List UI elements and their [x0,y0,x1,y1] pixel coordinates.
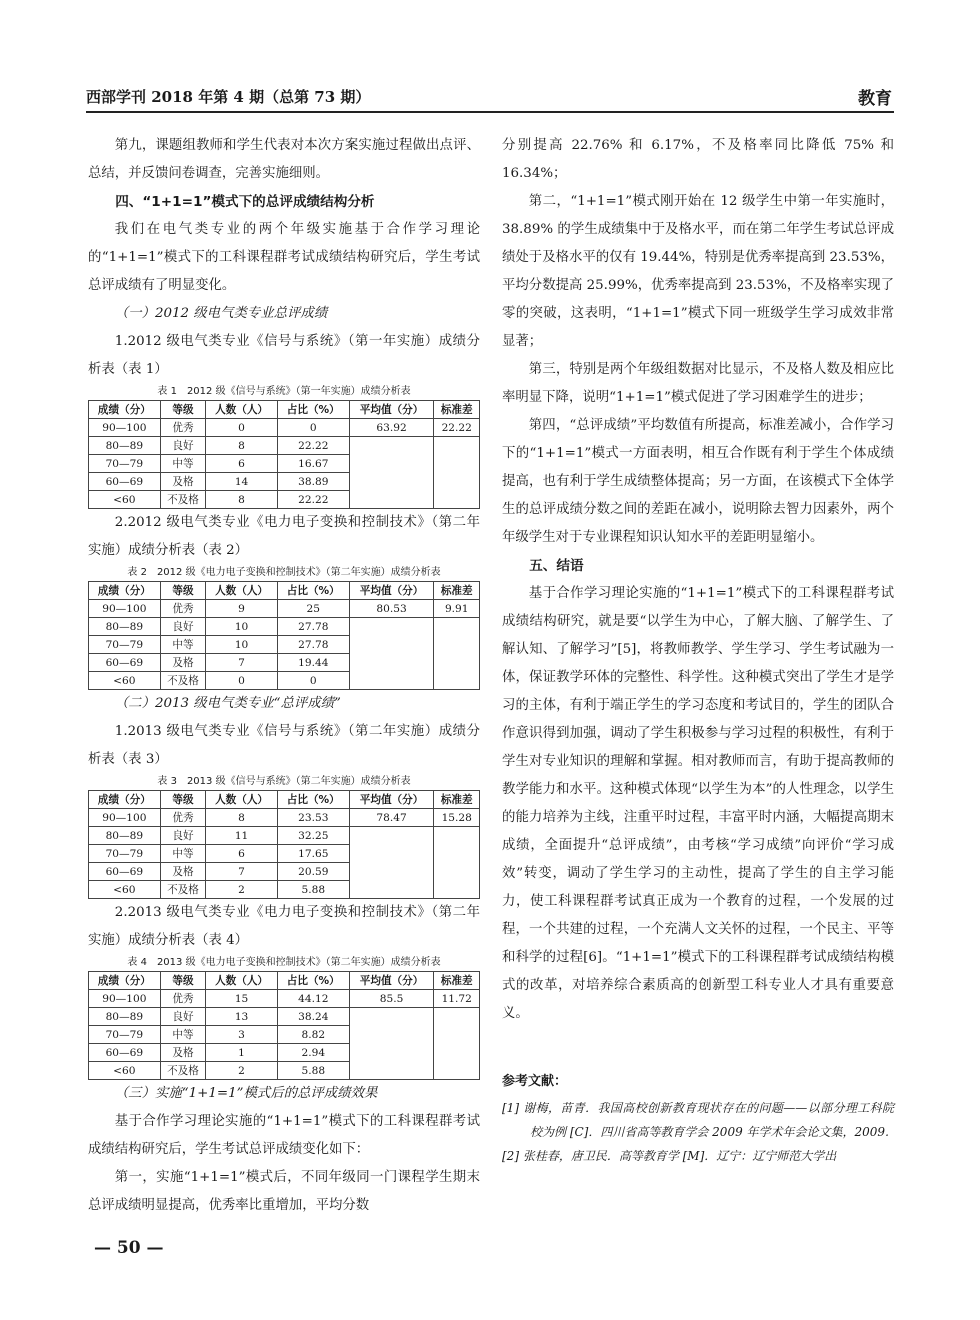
table-cell: 15 [206,990,278,1008]
table-cell: 中等 [160,636,206,654]
table-caption: 表 3 2013 级《信号与系统》（第二年实施）成绩分析表 [157,776,411,787]
table-cell-empty [434,437,480,509]
table-cell: 19.44 [277,654,349,672]
section-heading: 四、“1+1=1”模式下的总评成绩结构分析 [115,194,375,210]
section-label: 教育 [858,89,892,109]
table-cell-empty [434,618,480,690]
table-cell: 优秀 [160,809,206,827]
table-header-cell: 等级 [160,401,206,419]
table-cell: <60 [89,672,161,690]
table-row [89,618,480,636]
table-cell: 70—79 [89,1026,161,1044]
table-cell: 90—100 [89,990,161,1008]
table-cell: 85.5 [349,990,434,1008]
paragraph: 2.2013 级电气类专业《电力电子变换和控制技术》（第二年实施）成绩分析表（表 4） [88,905,480,948]
table-cell: 60—69 [89,863,161,881]
table-cell: 中等 [160,455,206,473]
table-header-cell: 平均值（分） [349,582,434,600]
table-cell: 38.89 [277,473,349,491]
table-cell: 80—89 [89,437,161,455]
table-cell: 不及格 [160,1062,206,1080]
table-header-cell: 成绩（分） [89,401,161,419]
subsection-heading: （二）2013 级电气类专业“总评成绩” [114,696,341,711]
table-cell: 2 [206,881,278,899]
paragraph: 第一，实施“1+1=1”模式后，不同年级同一门课程学生期末总评成绩明显提高，优秀率比重增加，平均分数 [88,1170,480,1213]
table-cell: 11 [206,827,278,845]
table-cell: 0 [206,419,278,437]
table-cell: <60 [89,1062,161,1080]
table-cell: 1 [206,1044,278,1062]
table-cell: 良好 [160,618,206,636]
table-cell: 2 [206,1062,278,1080]
table-caption: 表 4 2013 级《电力电子变换和控制技术》（第二年实施）成绩分析表 [127,957,441,968]
table-cell: 8 [206,809,278,827]
table-header-cell: 占比（%） [277,401,349,419]
table-cell: 25 [277,600,349,618]
table-cell: 17.65 [277,845,349,863]
table-header-cell: 平均值（分） [349,972,434,990]
score-table [88,581,480,690]
table-header-cell: 占比（%） [277,791,349,809]
paragraph: 基于合作学习理论实施的“1+1=1”模式下的工科课程群考试成绩结构研究，就是要“以学生为中心，了解大脑、了解学生、了解认知、了解学习”[5]，将教师教学、学生学习、学生考试融为一体，保证教学环体的完整性、科学性。这种模式突出了学生才是学习的主体，有利于端正学生的学习态度和考试目的，学生的团队合作意识得到加强，调动了学生积极参与学习过程的积极性，有利于学生对专业知识的理解和掌握。相对教师而言，有助于提高教师的教学能力和水平。这种模式体现“以学生为本”的人性理念，以学生的能力培养为主线，注重平时过程，丰富平时内涵，大幅提高期末成绩，全面提升“总评成绩”，由考核“学习成绩”向评价“学习成效”转变，调动了学生学习的主动性，提高了学生的自主学习能力，使工科课程群考试真正成为一个教育的过程，一个发展的过程，一个共建的过程，一个充满人文关怀的过程，一个民主、平等和科学的过程[6]。“1+1=1”模式下的工科课程群考试成绩结构模式的改革，对培养综合素质高的创新型工科专业人才具有重要意义。 [502,586,894,1021]
paragraph: 第九，课题组教师和学生代表对本次方案实施过程做出点评、总结，并反馈问卷调查，完善实施细则。 [88,138,480,181]
table-header-row [89,791,480,809]
table-header-cell: 平均值（分） [349,401,434,419]
table-cell: 23.53 [277,809,349,827]
table-cell: 90—100 [89,809,161,827]
table-cell: 22.22 [277,491,349,509]
table-cell: 78.47 [349,809,434,827]
subsection-heading: （一）2012 级电气类专业总评成绩 [114,306,328,321]
table-header-cell: 占比（%） [277,972,349,990]
table-cell: 优秀 [160,990,206,1008]
table-cell: 70—79 [89,636,161,654]
table-cell: 20.59 [277,863,349,881]
paragraph: 2.2012 级电气类专业《电力电子变换和控制技术》（第二年实施）成绩分析表（表 2） [88,515,480,558]
subsection-heading: （三）实施“1+1=1”模式后的总评成绩效果 [114,1086,378,1101]
table-cell-empty [349,437,434,509]
table-header-cell: 人数（人） [206,791,278,809]
paragraph: 分别提高 22.76% 和 6.17%，不及格率同比降低 75% 和 16.34%； [502,138,894,181]
table-header-cell: 成绩（分） [89,582,161,600]
table-cell: 优秀 [160,419,206,437]
table-cell: 5.88 [277,1062,349,1080]
table-cell: 8 [206,491,278,509]
table-cell: 6 [206,845,278,863]
table-header-row [89,582,480,600]
paragraph: 第四，“总评成绩”平均数值有所提高，标准差减小，合作学习下的“1+1=1”模式一方面表明，相互合作既有利于学生个体成绩提高，也有利于学生成绩整体提高；另一方面，在该模式下全体学生的总评成绩分数之间的差距在减小，说明除去智力因素外，两个年级学生对于专业课程知识认知水平的差距明显缩小。 [502,418,894,545]
table-cell: <60 [89,881,161,899]
table-cell: 16.67 [277,455,349,473]
table-header-cell: 标准差 [434,791,480,809]
table-row [89,437,480,455]
table-cell: 中等 [160,845,206,863]
table-cell: 14 [206,473,278,491]
table-cell: 7 [206,863,278,881]
paragraph: 1.2013 级电气类专业《信号与系统》（第二年实施）成绩分析表（表 3） [88,724,480,767]
table-header-cell: 人数（人） [206,972,278,990]
table-cell: 27.78 [277,618,349,636]
table-cell: 7 [206,654,278,672]
table-cell-empty [349,827,434,899]
table-cell: 38.24 [277,1008,349,1026]
table-header-cell: 成绩（分） [89,791,161,809]
table-cell: 10 [206,636,278,654]
table-cell: 良好 [160,437,206,455]
score-table [88,790,480,899]
table-cell: 良好 [160,827,206,845]
table-cell: 70—79 [89,845,161,863]
page-number: — 50 — [94,1238,164,1258]
table-cell: 良好 [160,1008,206,1026]
journal-title: 西部学刊 2018 年第 4 期（总第 73 期） [86,88,371,106]
header-rule [86,111,894,113]
table-header-cell: 平均值（分） [349,791,434,809]
table-cell-empty [349,1008,434,1080]
references-heading: 参考文献： [502,1074,568,1089]
table-cell: 优秀 [160,600,206,618]
paragraph: 基于合作学习理论实施的“1+1=1”模式下的工科课程群考试成绩结构研究后，学生考试总评成绩变化如下： [88,1114,480,1157]
table-cell: 80.53 [349,600,434,618]
left-column [88,132,480,1220]
table-cell: <60 [89,491,161,509]
table-caption: 表 2 2012 级《电力电子变换和控制技术》（第二年实施）成绩分析表 [127,567,441,578]
table-cell: 70—79 [89,455,161,473]
table-cell: 及格 [160,1044,206,1062]
table-cell: 60—69 [89,654,161,672]
table-cell: 90—100 [89,419,161,437]
table-header-cell: 占比（%） [277,582,349,600]
table-row [89,419,480,437]
table-header-cell: 等级 [160,582,206,600]
table-cell: 不及格 [160,491,206,509]
table-cell: 11.72 [434,990,480,1008]
paragraph: 第二，“1+1=1”模式刚开始在 12 级学生中第一年实施时，38.89% 的学生成绩集中于及格水平，而在第二年学生考试总评成绩处于及格水平的仅有 19.44%，特别是优秀率提高到 23.53%，平均分数提高 25.99%，优秀率提高到 23.53%，不及格率实现了零的突破，这表明，“1+1=1”模式下同一班级学生学习成效非常显著； [502,194,894,349]
table-header-cell: 标准差 [434,401,480,419]
table-row [89,1008,480,1026]
table-cell: 6 [206,455,278,473]
table-cell-empty [434,1008,480,1080]
table-cell: 22.22 [277,437,349,455]
table-cell: 63.92 [349,419,434,437]
table-cell: 80—89 [89,827,161,845]
table-row [89,809,480,827]
table-header-cell: 等级 [160,972,206,990]
table-cell: 22.22 [434,419,480,437]
table-cell: 80—89 [89,618,161,636]
table-cell: 2.94 [277,1044,349,1062]
table-cell: 90—100 [89,600,161,618]
table-cell: 10 [206,618,278,636]
table-cell: 13 [206,1008,278,1026]
table-cell: 60—69 [89,473,161,491]
table-header-cell: 等级 [160,791,206,809]
paragraph: 我们在电气类专业的两个年级实施基于合作学习理论的“1+1=1”模式下的工科课程群考试成绩结构研究后，学生考试总评成绩有了明显变化。 [88,222,480,293]
table-cell: 不及格 [160,672,206,690]
table-cell-empty [349,618,434,690]
table-cell: 27.78 [277,636,349,654]
table-cell: 80—89 [89,1008,161,1026]
table-header-cell: 人数（人） [206,401,278,419]
table-cell: 中等 [160,1026,206,1044]
table-cell: 0 [277,672,349,690]
table-cell: 44.12 [277,990,349,1008]
table-cell: 3 [206,1026,278,1044]
table-cell: 5.88 [277,881,349,899]
paragraph: 1.2012 级电气类专业《信号与系统》（第一年实施）成绩分析表（表 1） [88,334,480,377]
section-heading: 五、结语 [529,558,584,574]
table-header-row [89,972,480,990]
table-cell: 及格 [160,863,206,881]
table-cell: 8.82 [277,1026,349,1044]
table-cell: 8 [206,437,278,455]
table-header-row [89,401,480,419]
table-caption: 表 1 2012 级《信号与系统》（第一年实施）成绩分析表 [157,386,411,397]
table-row [89,990,480,1008]
table-cell: 不及格 [160,881,206,899]
table-cell: 及格 [160,473,206,491]
table-cell: 0 [277,419,349,437]
table-cell: 15.28 [434,809,480,827]
table-row [89,827,480,845]
table-row [89,600,480,618]
table-cell-empty [434,827,480,899]
table-cell: 9.91 [434,600,480,618]
table-header-cell: 标准差 [434,582,480,600]
right-column [502,132,894,1168]
table-header-cell: 人数（人） [206,582,278,600]
page-header [86,80,894,110]
reference-item: [2] 张桂春，唐卫民．高等教育学 [M]．辽宁：辽宁师范大学出 [502,1149,837,1163]
score-table [88,400,480,509]
table-header-cell: 成绩（分） [89,972,161,990]
reference-item: [1] 谢梅，苗青．我国高校创新教育现状存在的问题——以部分理工科院校为例 [C]．四川省高等教育学会 2009 年学术年会论文集，2009. [502,1101,894,1139]
table-cell: 9 [206,600,278,618]
table-cell: 0 [206,672,278,690]
table-cell: 32.25 [277,827,349,845]
paragraph: 第三，特别是两个年级组数据对比显示，不及格人数及相应比率明显下降，说明“1+1=1”模式促进了学习困难学生的进步； [502,362,894,405]
score-table [88,971,480,1080]
table-cell: 及格 [160,654,206,672]
table-cell: 60—69 [89,1044,161,1062]
table-header-cell: 标准差 [434,972,480,990]
